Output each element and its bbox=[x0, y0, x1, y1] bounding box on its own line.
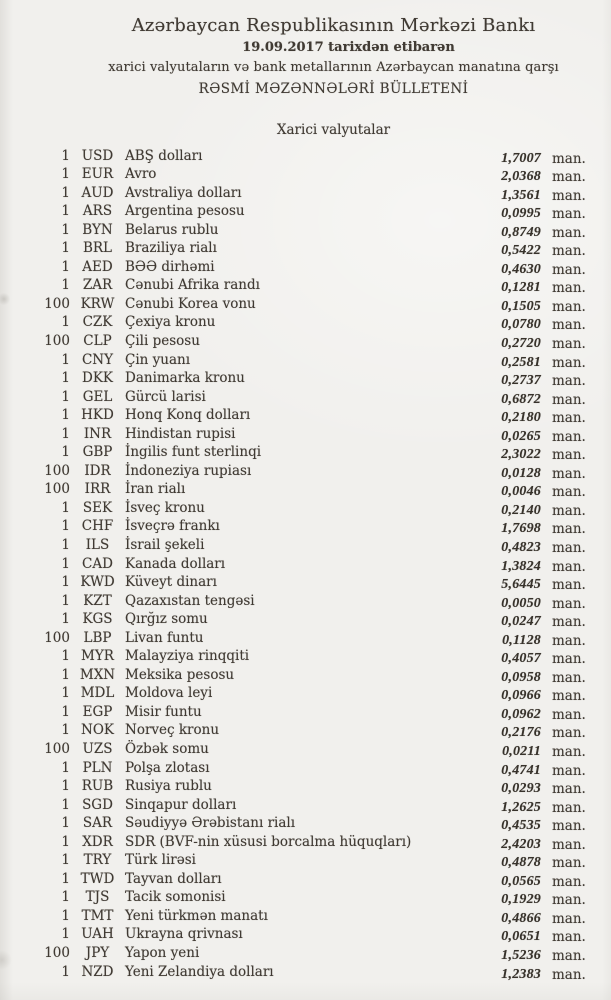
currency-code: KRW bbox=[80, 295, 115, 312]
currency-code: UAH bbox=[81, 926, 114, 943]
effective-date: 19.09.2017 bbox=[242, 40, 324, 55]
rate-value: 1,3561 bbox=[501, 187, 541, 203]
currency-quantity: 1 bbox=[61, 258, 70, 275]
rate-row bbox=[0, 573, 611, 592]
currency-code: MYR bbox=[81, 648, 114, 665]
rate-row bbox=[0, 592, 611, 611]
bulletin-title: RƏSMİ MƏZƏNNƏLƏRİ BÜLLETENİ bbox=[198, 81, 469, 97]
currency-unit: man. bbox=[552, 465, 586, 482]
currency-name: Meksika pesosu bbox=[125, 666, 235, 683]
currency-unit: man. bbox=[552, 855, 586, 872]
currency-name: Yeni türkmən manatı bbox=[125, 907, 268, 924]
rate-row bbox=[0, 369, 611, 388]
currency-unit: man. bbox=[552, 280, 586, 297]
currency-quantity: 1 bbox=[61, 425, 70, 442]
rate-value: 0,1929 bbox=[501, 892, 541, 908]
currency-unit: man. bbox=[552, 224, 586, 241]
currency-name: Misir funtu bbox=[125, 703, 202, 720]
rate-value: 0,0265 bbox=[501, 428, 541, 444]
currency-quantity: 1 bbox=[61, 703, 70, 720]
currency-code: LBP bbox=[83, 629, 112, 646]
currency-unit: man. bbox=[552, 298, 586, 315]
currency-name: Yapon yeni bbox=[125, 945, 200, 962]
currency-quantity: 1 bbox=[61, 778, 70, 795]
currency-code: IDR bbox=[84, 462, 111, 479]
rate-value: 0,0050 bbox=[501, 595, 541, 611]
currency-unit: man. bbox=[552, 484, 586, 501]
currency-unit: man. bbox=[552, 354, 586, 371]
currency-quantity: 1 bbox=[61, 889, 70, 906]
document-subtitle: xarici valyutaların və bank metallarının Azərbaycan manatına qarşı bbox=[108, 60, 559, 75]
rate-row bbox=[0, 796, 611, 815]
currency-name: Tayvan dolları bbox=[125, 870, 222, 887]
rate-value: 0,4741 bbox=[501, 762, 541, 778]
rate-row bbox=[0, 425, 611, 444]
currency-unit: man. bbox=[552, 744, 586, 760]
rate-row bbox=[0, 517, 611, 536]
currency-name: Küveyt dinarı bbox=[125, 574, 217, 591]
rate-row bbox=[0, 666, 611, 685]
currency-name: Gürcü larisi bbox=[125, 388, 206, 405]
currency-code: SEK bbox=[82, 499, 113, 516]
currency-unit: man. bbox=[552, 910, 586, 927]
rate-row bbox=[0, 925, 611, 944]
rate-row bbox=[0, 480, 611, 499]
currency-unit: man. bbox=[552, 243, 586, 260]
currency-quantity: 1 bbox=[61, 221, 70, 238]
currency-code: MDL bbox=[80, 685, 115, 702]
currency-quantity: 1 bbox=[61, 833, 70, 850]
rate-row bbox=[0, 499, 611, 518]
currency-unit: man. bbox=[552, 725, 586, 742]
rate-value: 0,1281 bbox=[501, 280, 541, 296]
currency-code: CLP bbox=[83, 332, 112, 349]
rate-value: 0,2140 bbox=[501, 502, 541, 518]
rate-row bbox=[0, 963, 611, 982]
rate-row bbox=[0, 313, 611, 332]
currency-unit: man. bbox=[552, 614, 586, 631]
rate-value: 2,0368 bbox=[501, 169, 541, 185]
currency-unit: man. bbox=[552, 317, 586, 334]
rate-value: 0,2581 bbox=[501, 354, 541, 370]
currency-unit: man. bbox=[552, 539, 586, 556]
currency-unit: man. bbox=[552, 632, 586, 649]
currency-quantity: 1 bbox=[61, 166, 70, 183]
currency-name: Qırğız somu bbox=[125, 611, 208, 628]
currency-quantity: 1 bbox=[61, 796, 70, 813]
currency-unit: man. bbox=[552, 373, 586, 390]
rate-value: 0,0293 bbox=[501, 781, 541, 797]
currency-unit: man. bbox=[552, 595, 586, 612]
currency-code: KGS bbox=[82, 611, 113, 628]
currency-unit: man. bbox=[552, 836, 586, 853]
rate-value: 0,0962 bbox=[501, 706, 541, 722]
currency-quantity: 1 bbox=[61, 574, 70, 591]
currency-quantity: 1 bbox=[61, 518, 70, 535]
currency-name: SDR (BVF-nin xüsusi borcalma hüquqları) bbox=[125, 833, 412, 850]
currency-unit: man. bbox=[552, 873, 586, 890]
currency-name: Braziliya rialı bbox=[125, 240, 217, 257]
currency-quantity: 1 bbox=[61, 555, 70, 572]
rate-value: 0,0565 bbox=[501, 873, 541, 889]
currency-code: AUD bbox=[81, 184, 114, 201]
currency-name: Avstraliya dolları bbox=[125, 184, 242, 201]
currency-unit: man. bbox=[552, 948, 586, 965]
rate-value: 0,1128 bbox=[502, 632, 541, 648]
rate-row bbox=[0, 351, 611, 370]
currency-quantity: 1 bbox=[61, 240, 70, 257]
rate-value: 0,4630 bbox=[501, 261, 541, 277]
rate-value: 0,2180 bbox=[501, 410, 541, 426]
currency-code: NOK bbox=[81, 722, 114, 739]
currency-code: JPY bbox=[85, 945, 110, 962]
currency-name: Çexiya kronu bbox=[125, 314, 216, 331]
currency-name: BƏƏ dirhəmi bbox=[125, 258, 215, 275]
currency-code: KWD bbox=[80, 574, 115, 591]
currency-quantity: 100 bbox=[44, 332, 70, 349]
rate-value: 0,2176 bbox=[501, 725, 541, 741]
currency-code: USD bbox=[81, 147, 114, 164]
currency-name: Səudiyyə Ərəbistanı rialı bbox=[125, 815, 296, 832]
currency-unit: man. bbox=[552, 688, 586, 705]
currency-name: Belarus rublu bbox=[125, 221, 219, 238]
rate-value: 0,0780 bbox=[501, 317, 541, 333]
currency-quantity: 1 bbox=[61, 963, 70, 980]
currency-code: CZK bbox=[82, 314, 113, 331]
currency-code: GBP bbox=[82, 444, 113, 461]
rate-value: 2,4203 bbox=[501, 836, 541, 852]
rate-value: 0,0966 bbox=[501, 688, 541, 704]
currency-code: HKD bbox=[81, 407, 114, 424]
rate-row bbox=[0, 870, 611, 889]
effective-date-suffix: tarixdən etibarən bbox=[328, 40, 455, 55]
currency-name: Kanada dolları bbox=[125, 555, 226, 572]
currency-quantity: 100 bbox=[44, 462, 70, 479]
currency-name: İsrail şekeli bbox=[125, 536, 205, 553]
rate-value: 5,6445 bbox=[501, 577, 541, 593]
currency-unit: man. bbox=[552, 521, 586, 538]
currency-unit: man. bbox=[552, 781, 586, 798]
currency-name: Danimarka kronu bbox=[125, 370, 245, 387]
currency-name: Polşa zlotası bbox=[125, 759, 210, 776]
currency-code: IRR bbox=[84, 481, 111, 498]
currency-name: Argentina pesosu bbox=[125, 203, 245, 220]
currency-quantity: 1 bbox=[61, 759, 70, 776]
currency-quantity: 1 bbox=[61, 870, 70, 887]
rate-row bbox=[0, 888, 611, 907]
currency-name: Qazaxıstan tengəsi bbox=[125, 592, 255, 609]
currency-code: ARS bbox=[82, 203, 113, 220]
currency-code: TRY bbox=[83, 852, 112, 869]
rate-row bbox=[0, 239, 611, 258]
currency-code: MXN bbox=[79, 666, 116, 683]
currency-name: Moldova leyi bbox=[125, 685, 213, 702]
rate-value: 0,4535 bbox=[501, 818, 541, 834]
rate-value: 0,2720 bbox=[501, 335, 541, 351]
effective-date-line bbox=[71, 40, 611, 56]
rate-value: 1,7698 bbox=[501, 521, 541, 537]
currency-unit: man. bbox=[552, 966, 586, 983]
currency-unit: man. bbox=[552, 651, 586, 668]
rate-value: 0,0128 bbox=[501, 465, 541, 481]
currency-name: Çili pesosu bbox=[125, 332, 200, 349]
rate-value: 0,2737 bbox=[501, 373, 541, 389]
rate-row bbox=[0, 833, 611, 852]
rate-row bbox=[0, 629, 611, 648]
rate-value: 0,4823 bbox=[501, 539, 541, 555]
currency-name: Livan funtu bbox=[125, 629, 204, 646]
currency-code: XDR bbox=[82, 833, 113, 850]
rate-value: 0,0211 bbox=[502, 744, 541, 759]
section-title-foreign-currencies: Xarici valyutalar bbox=[276, 122, 391, 138]
currency-quantity: 1 bbox=[61, 184, 70, 201]
currency-code: CHF bbox=[81, 518, 114, 535]
currency-unit: man. bbox=[552, 206, 586, 223]
currency-quantity: 1 bbox=[61, 685, 70, 702]
currency-unit: man. bbox=[552, 391, 586, 408]
currency-quantity: 1 bbox=[61, 370, 70, 387]
rate-value: 1,3824 bbox=[501, 558, 541, 574]
rate-row bbox=[0, 406, 611, 425]
currency-unit: man. bbox=[552, 428, 586, 445]
currency-name: Hindistan rupisi bbox=[125, 425, 236, 442]
currency-name: Avro bbox=[125, 166, 157, 183]
currency-name: İngilis funt sterlinqi bbox=[125, 444, 262, 461]
document-header bbox=[56, 13, 611, 99]
rate-row bbox=[0, 740, 611, 759]
currency-quantity: 1 bbox=[61, 907, 70, 924]
currency-name: İndoneziya rupiası bbox=[125, 462, 252, 479]
rate-value: 0,0247 bbox=[501, 614, 541, 630]
currency-quantity: 1 bbox=[61, 722, 70, 739]
rate-value: 1,2383 bbox=[501, 966, 541, 982]
currency-code: BYN bbox=[82, 221, 113, 238]
rate-row bbox=[0, 814, 611, 833]
rate-value: 1,7007 bbox=[501, 150, 541, 166]
currency-quantity: 100 bbox=[44, 741, 70, 757]
currency-code: CAD bbox=[82, 555, 113, 572]
rate-row bbox=[0, 388, 611, 407]
currency-unit: man. bbox=[552, 150, 586, 167]
currency-quantity: 100 bbox=[44, 629, 70, 646]
rate-value: 0,8749 bbox=[501, 224, 541, 240]
rate-row bbox=[0, 777, 611, 796]
currency-code: ZAR bbox=[82, 277, 113, 294]
currency-name: Sinqapur dolları bbox=[125, 796, 237, 813]
currency-quantity: 1 bbox=[61, 815, 70, 832]
currency-unit: man. bbox=[552, 577, 586, 594]
currency-quantity: 1 bbox=[61, 536, 70, 553]
currency-quantity: 100 bbox=[44, 295, 70, 312]
currency-code: GEL bbox=[82, 388, 113, 405]
rate-value: 0,0651 bbox=[501, 929, 541, 945]
currency-quantity: 1 bbox=[61, 926, 70, 943]
currency-code: KZT bbox=[83, 592, 112, 609]
currency-unit: man. bbox=[552, 669, 586, 686]
currency-unit: man. bbox=[552, 502, 586, 519]
currency-code: ILS bbox=[85, 536, 110, 553]
rate-value: 0,4057 bbox=[501, 651, 541, 667]
rate-value: 0,1505 bbox=[501, 298, 541, 314]
currency-code: AED bbox=[82, 258, 113, 275]
currency-name: Rusiya rublu bbox=[125, 778, 212, 795]
currency-code: EGP bbox=[82, 703, 113, 720]
currency-quantity: 1 bbox=[61, 648, 70, 665]
currency-name: Honq Konq dolları bbox=[125, 407, 251, 424]
currency-unit: man. bbox=[552, 447, 586, 464]
bank-title: Azərbaycan Respublikasının Mərkəzi Bankı bbox=[131, 15, 536, 36]
currency-code: EUR bbox=[81, 166, 114, 183]
rate-row bbox=[0, 276, 611, 295]
currency-name: Türk lirəsi bbox=[125, 852, 196, 869]
currency-quantity: 1 bbox=[61, 203, 70, 220]
currency-quantity: 100 bbox=[44, 481, 70, 498]
currency-unit: man. bbox=[552, 706, 586, 723]
currency-quantity: 1 bbox=[61, 852, 70, 869]
rate-value: 0,4878 bbox=[501, 855, 541, 871]
rate-row bbox=[0, 851, 611, 870]
currency-unit: man. bbox=[552, 799, 586, 816]
rate-row bbox=[0, 944, 611, 963]
currency-unit: man. bbox=[552, 335, 586, 352]
currency-code: RUB bbox=[81, 778, 114, 795]
rate-value: 0,0958 bbox=[501, 669, 541, 685]
currency-unit: man. bbox=[552, 261, 586, 278]
currency-code: TWD bbox=[80, 870, 115, 887]
rate-row bbox=[0, 684, 611, 703]
currency-code: UZS bbox=[82, 741, 113, 757]
currency-name: İsveçrə frankı bbox=[125, 518, 220, 535]
currency-name: Cənubi Korea vonu bbox=[125, 295, 256, 312]
currency-unit: man. bbox=[552, 818, 586, 835]
currency-quantity: 1 bbox=[61, 388, 70, 405]
rate-row bbox=[0, 332, 611, 351]
rate-value: 0,4866 bbox=[501, 910, 541, 926]
rate-row bbox=[0, 202, 611, 221]
rate-value: 1,2625 bbox=[501, 799, 541, 815]
currency-quantity: 1 bbox=[61, 314, 70, 331]
currency-quantity: 1 bbox=[61, 407, 70, 424]
currency-name: Özbək somu bbox=[125, 741, 209, 757]
rate-row bbox=[0, 221, 611, 240]
currency-name: Cənubi Afrika randı bbox=[125, 277, 260, 294]
rate-value: 1,5236 bbox=[501, 948, 541, 964]
currency-code: INR bbox=[83, 425, 112, 442]
currency-name: Yeni Zelandiya dolları bbox=[125, 963, 274, 980]
currency-code: CNY bbox=[81, 351, 114, 368]
currency-quantity: 1 bbox=[61, 592, 70, 609]
currency-unit: man. bbox=[552, 410, 586, 427]
rate-row bbox=[0, 721, 611, 740]
currency-code: DKK bbox=[82, 370, 113, 387]
currency-name: Çin yuanı bbox=[125, 351, 191, 368]
currency-unit: man. bbox=[552, 187, 586, 204]
rate-value: 2,3022 bbox=[501, 447, 541, 463]
currency-quantity: 1 bbox=[61, 147, 70, 164]
currency-name: Tacik somonisi bbox=[125, 889, 226, 906]
currency-name: İsveç kronu bbox=[125, 499, 205, 516]
currency-name: Norveç kronu bbox=[125, 722, 220, 739]
currency-code: NZD bbox=[81, 963, 114, 980]
rate-row bbox=[0, 555, 611, 574]
rate-value: 0,6872 bbox=[501, 391, 541, 407]
currency-unit: man. bbox=[552, 929, 586, 946]
currency-code: TJS bbox=[85, 889, 110, 906]
exchange-rates-table bbox=[0, 147, 611, 982]
currency-quantity: 1 bbox=[61, 611, 70, 628]
rate-row bbox=[0, 907, 611, 926]
rate-row bbox=[0, 165, 611, 184]
currency-unit: man. bbox=[552, 169, 586, 186]
currency-unit: man. bbox=[552, 558, 586, 575]
currency-code: BRL bbox=[82, 240, 113, 257]
rate-row bbox=[0, 703, 611, 722]
currency-unit: man. bbox=[552, 892, 586, 909]
currency-quantity: 100 bbox=[44, 945, 70, 962]
rate-row bbox=[0, 462, 611, 481]
rate-row bbox=[0, 759, 611, 778]
rate-row bbox=[0, 536, 611, 555]
rate-row bbox=[0, 258, 611, 277]
currency-quantity: 1 bbox=[61, 277, 70, 294]
currency-code: SAR bbox=[82, 815, 113, 832]
currency-code: TMT bbox=[81, 907, 114, 924]
rate-value: 0,0046 bbox=[501, 484, 541, 500]
currency-quantity: 1 bbox=[61, 351, 70, 368]
currency-quantity: 1 bbox=[61, 666, 70, 683]
rate-row bbox=[0, 184, 611, 203]
rate-row bbox=[0, 147, 611, 166]
rate-row bbox=[0, 443, 611, 462]
currency-quantity: 1 bbox=[61, 444, 70, 461]
currency-code: PLN bbox=[82, 759, 113, 776]
rate-row bbox=[0, 647, 611, 666]
currency-name: Ukrayna qrivnası bbox=[125, 926, 243, 943]
currency-code: SGD bbox=[82, 796, 113, 813]
currency-unit: man. bbox=[552, 762, 586, 779]
currency-name: Malayziya rinqqiti bbox=[125, 648, 250, 665]
rate-value: 0,0995 bbox=[501, 206, 541, 222]
currency-quantity: 1 bbox=[61, 499, 70, 516]
rate-value: 0,5422 bbox=[501, 243, 541, 259]
rate-row bbox=[0, 610, 611, 629]
currency-name: ABŞ dolları bbox=[125, 147, 203, 164]
currency-name: İran rialı bbox=[125, 481, 186, 498]
rate-row bbox=[0, 295, 611, 314]
